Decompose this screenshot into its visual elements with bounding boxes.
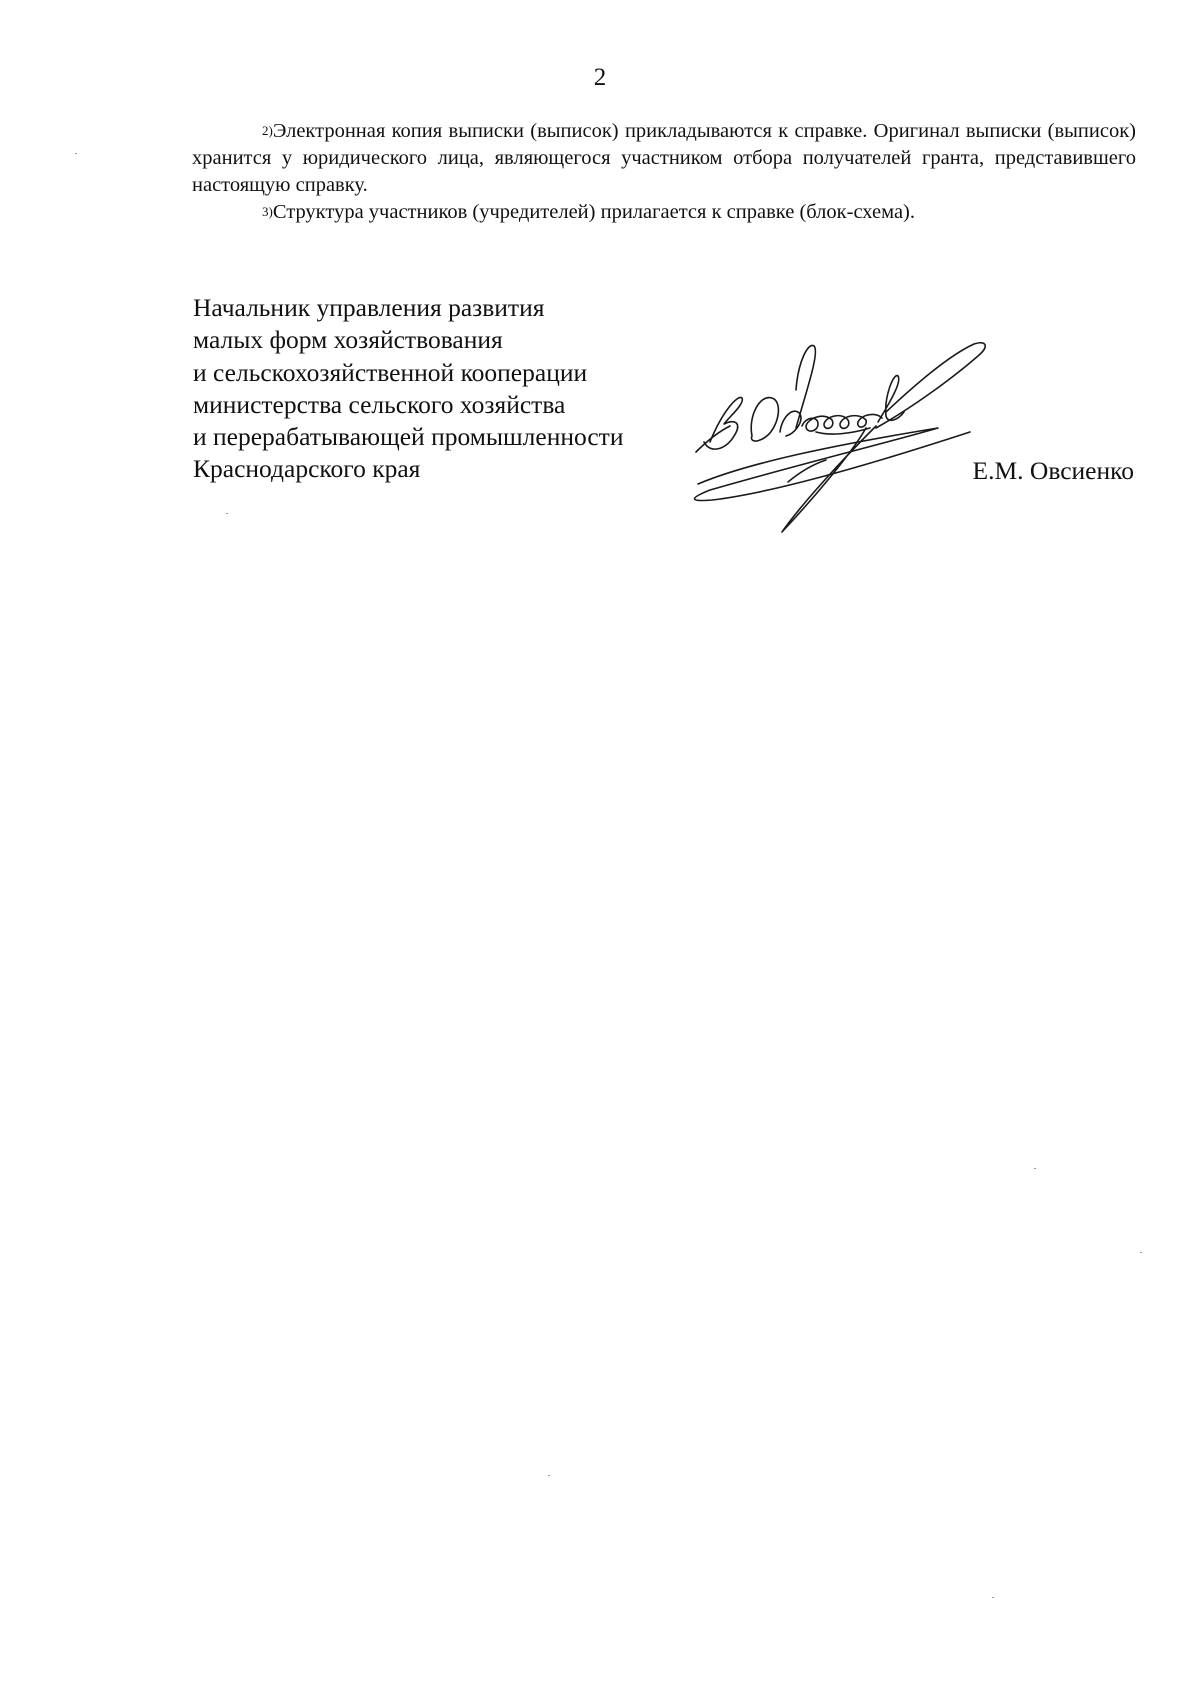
scan-speck	[75, 153, 77, 154]
footnote-text: Электронная копия выписки (выписок) прикладываются к справке. Оригинал выписки (выписок) хранится у юридического лица, являющегося участником отбора получателей гранта, представившего настоящую справку.	[192, 120, 1136, 196]
footnote-marker: 3)	[262, 204, 273, 219]
signer-name: Е.М. Овсиенко	[972, 456, 1134, 485]
footnotes	[192, 118, 1136, 226]
position-line: и перерабатывающей промышленности	[193, 422, 624, 452]
position-line: Краснодарского края	[193, 454, 421, 484]
position-line: министерства сельского хозяйства	[193, 389, 566, 419]
scan-speck	[992, 1597, 994, 1598]
scan-speck	[226, 513, 228, 514]
page-number: 2	[593, 64, 607, 91]
scan-speck	[1140, 1252, 1142, 1253]
footnote-3	[192, 199, 1136, 226]
position-line: Начальник управления развития	[193, 293, 545, 322]
scan-speck	[548, 1475, 550, 1476]
scan-speck	[1034, 1168, 1036, 1169]
footnote-marker: 2)	[262, 123, 273, 138]
handwritten-signature	[690, 332, 1050, 552]
position-line: и сельскохозяйственной кооперации	[193, 357, 588, 387]
position-line: малых форм хозяйствования	[193, 325, 503, 355]
footnote-text: Структура участников (учредителей) прилагается к справке (блок-схема).	[272, 201, 916, 223]
footnote-2	[192, 118, 1136, 199]
signatory-position	[193, 292, 623, 486]
